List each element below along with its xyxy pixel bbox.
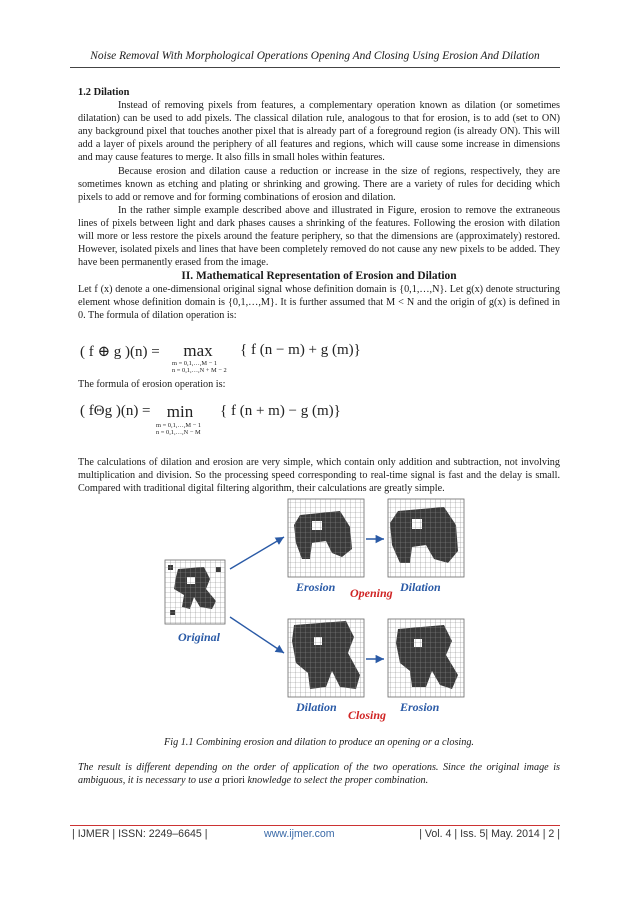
section-heading: 1.2 Dilation <box>78 87 130 98</box>
footer-issn: | IJMER | ISSN: 2249–6645 | <box>72 828 208 840</box>
label-erosion-bottom: Erosion <box>400 700 440 714</box>
panel-closing-result <box>388 619 464 697</box>
panel-erosion-top <box>288 499 364 577</box>
footer-rule <box>70 825 560 826</box>
erosion-label-block <box>78 378 560 391</box>
formula-lhs: ( f ⊕ g )(n) = <box>80 344 160 360</box>
paragraph: The formula of erosion operation is: <box>78 379 226 390</box>
erosion-formula <box>80 403 380 439</box>
paragraph: Let f (x) denote a one-dimensional original signal whose definition domain is {0,1,…,N}. Let g(x) denote structuring element whose definition domain is {0,1,…,M}. It is further assumed that M < N and the origin of g(x) is defined in 0. The formula of dilation operation is: <box>78 284 560 322</box>
label-erosion-top: Erosion <box>296 580 336 594</box>
note-a-priori: priori <box>222 775 245 787</box>
arrow-to-erosion <box>230 537 284 569</box>
figure-note <box>78 761 560 787</box>
figure-diagram <box>160 497 470 729</box>
formula-subscript: n = 0,1,…,N − M <box>156 429 201 436</box>
formula-subscript: m = 0,1,…,M − 1 <box>172 360 218 367</box>
figure-caption: Fig 1.1 Combining erosion and dilation to produce an opening or a closing. <box>164 737 474 748</box>
section-dilation <box>78 86 560 269</box>
paragraph: Because erosion and dilation cause a reduction or increase in the size of regions, respectively, they are sometimes known as etching and plating or shrinking and growing. There are a variety of rules for deciding which pixels to add or remove and for forming combinations of erosion and dilation. <box>78 165 560 203</box>
arrow-to-dilation <box>230 617 284 653</box>
footer-url-link[interactable]: www.ijmer.com <box>264 828 335 840</box>
formula-rhs: { f (n − m) + g (m)} <box>240 342 361 358</box>
dilation-formula <box>80 342 380 376</box>
formula-lhs: ( fΘg )(n) = <box>80 403 151 419</box>
paragraph: The calculations of dilation and erosion are very simple, which contain only addition and subtraction, not involving multiplication and division. So the processing speed corresponding to real-time signal is fast and the delay is small. Compared with traditional digital filtering algorithm, their calculations are greatly simple. <box>78 457 560 495</box>
formula-subscript: m = 0,1,…,M − 1 <box>156 422 202 429</box>
panel-dilation-bottom <box>288 619 364 697</box>
section-title: II. Mathematical Representation of Erosion and Dilation <box>181 270 457 282</box>
paragraph: Instead of removing pixels from features, a complementary operation known as dilation (or sometimes dilatation) can be used to add pixels. The classical dilation rule, analogous to that for erosion, is to add (set to ON) any background pixel that touches another pixel that is already part of a foreground region (is already ON). This will add a layer of pixels around the periphery of all features and regions, which will cause some increase in dimensions and may cause features to merge. It also fills in small holes within features. <box>78 100 560 164</box>
label-original: Original <box>178 630 221 644</box>
panel-original <box>165 560 225 624</box>
header-rule <box>70 67 560 68</box>
section-math-conclusion <box>78 456 560 495</box>
label-opening: Opening <box>350 586 393 600</box>
formula-subscript: n = 0,1,…,N + M − 2 <box>172 367 227 374</box>
panel-opening-result <box>388 499 464 577</box>
section-math <box>78 270 560 322</box>
paragraph: In the rather simple example described above and illustrated in Figure, erosion to remove the extraneous lines of pixels between light and dark phases causes a shrinking of the features. Following the erosion with dilation will more or less restore the pixels around the feature periphery, so that the dimensions are (approximately) restored. However, isolated pixels and lines that have been completely removed do not cause any new pixels to be added. They have been permanently erased from the image. <box>78 204 560 269</box>
formula-operator: max <box>183 341 213 360</box>
formula-operator: min <box>166 402 194 421</box>
figure-opening-closing <box>160 497 470 729</box>
running-header: Noise Removal With Morphological Operations Opening And Closing Using Erosion And Dilation <box>90 50 540 62</box>
footer-issue: | Vol. 4 | Iss. 5| May. 2014 | 2 | <box>419 828 560 840</box>
note-text-end: knowledge to select the proper combination. <box>244 775 429 787</box>
label-closing: Closing <box>348 708 387 722</box>
note-text: The result is different depending on the order of application of the two operations. Since the original image is ambiguous, it is necessary to use a <box>78 762 560 787</box>
label-dilation-bottom: Dilation <box>296 700 337 714</box>
formula-rhs: { f (n + m) − g (m)} <box>220 403 341 419</box>
label-dilation-top: Dilation <box>400 580 441 594</box>
